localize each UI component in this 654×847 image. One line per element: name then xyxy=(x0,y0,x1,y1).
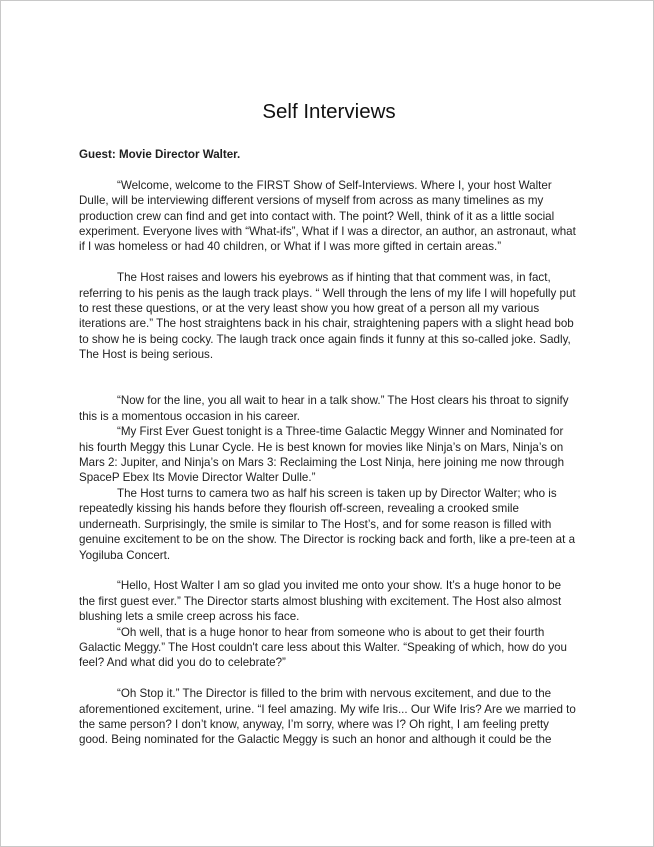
paragraph-oh-stop-it: “Oh Stop it.” The Director is filled to the brim with nervous excitement, and due to the aforementioned excitement, urine. “I feel amazing. My wife Iris... Our Wife Iris? Are we married to the same person? I don’t know, anyway, I’m sorry, where was I? Oh right, I am feeling pretty good. Being nominated for the Galactic Meggy is such an honor and although it could be the xyxy=(79,687,576,747)
paragraph-oh-well: “Oh well, that is a huge honor to hear from someone who is about to get their fourth Galactic Meggy.” The Host couldn't care less about this Walter. “Speaking of which, how do you feel? And what did you do to celebrate?” xyxy=(79,625,567,670)
paragraph-first-guest: “My First Ever Guest tonight is a Three-time Galactic Meggy Winner and Nominated for his fourth Meggy this Lunar Cycle. He is best known for movies like Ninja’s on Mars, Ninja’s on Mars 2: Jupiter, and Ninja’s on Mars 3: Reclaiming the Lost Ninja, here joining me now through SpaceP Ebex Its Movie Director Walter Dulle.” xyxy=(79,425,565,485)
paragraph-spacer xyxy=(79,363,579,394)
paragraph-spacer xyxy=(79,563,579,578)
page-title: Self Interviews xyxy=(262,100,396,123)
paragraph-spacer xyxy=(79,671,579,686)
paragraph-host-eyebrows: The Host raises and lowers his eyebrows as if hinting that that comment was, in fact, referring to his penis as the laugh track plays. “ Well through the lens of my life I will hopefully put to rest these questions, or at the very least show you how great of a person all my various iterations are.” The host straightens back in his chair, straightening papers with a slight head bob to show he is being cocky. The laugh track once again finds it funny at this so-called joke. Sadly, The Host is being serious. xyxy=(79,271,576,362)
paragraph-spacer xyxy=(79,255,579,270)
guest-line: Guest: Movie Director Walter. xyxy=(79,148,241,161)
paragraph-welcome: “Welcome, welcome to the FIRST Show of Self-Interviews. Where I, your host Walter Dulle, will be interviewing different versions of myself from across as many timelines as my production crew can find and get into contact with. The point? Well, think of it as a little social experiment. Everyone lives with “What-ifs”, What if I was a director, an author, an astronaut, what if I was homeless or had 40 children, or What if I was more gifted in certain areas.” xyxy=(79,178,576,254)
paragraph-line-talk-show: “Now for the line, you all wait to hear in a talk show.” The Host clears his throat to signify this is a momentous occasion in his career. xyxy=(79,394,569,423)
paragraph-hello-host: “Hello, Host Walter I am so glad you invited me onto your show. It’s a huge honor to be the first guest ever.” The Director starts almost blushing with excitement. The Host also almost blushing lets a smile creep across his face. xyxy=(79,579,562,624)
paragraph-camera-two: The Host turns to camera two as half his screen is taken up by Director Walter; who is repeatedly kissing his hands before they flourish off-screen, revealing a crooked smile underneath. Surprisingly, the smile is similar to The Host’s, and for some reason is filled with genuine excitement to be on the show. The Director is rocking back and forth, like a pre-teen at a Yogiluba Concert. xyxy=(79,486,576,562)
document-body xyxy=(79,100,579,748)
